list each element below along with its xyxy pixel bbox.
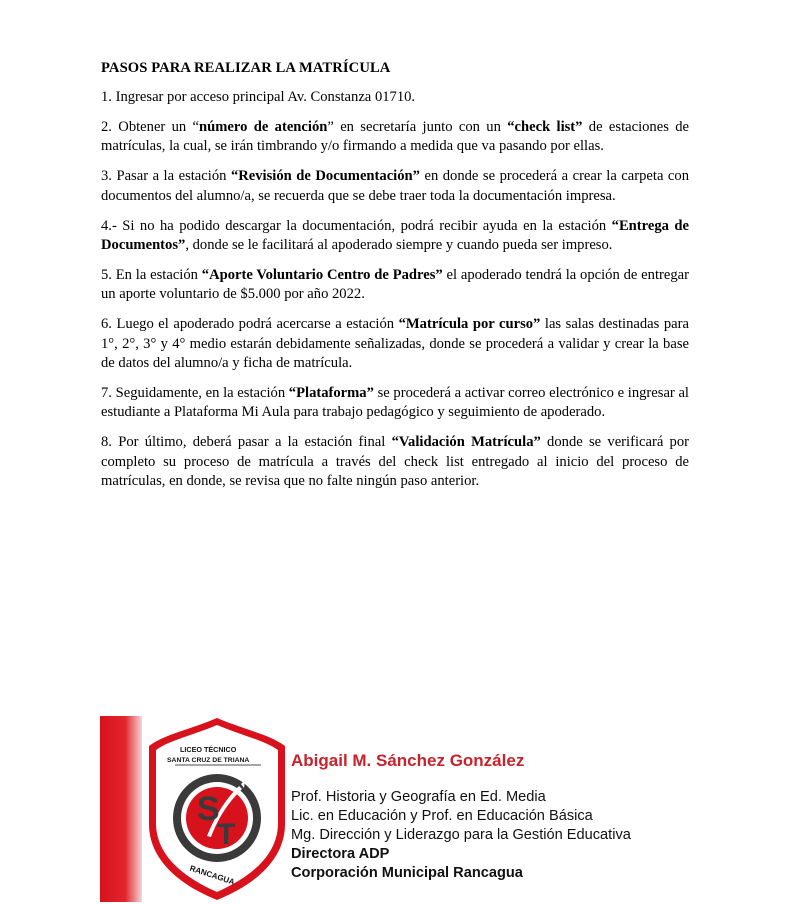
credential-line-3: Mg. Dirección y Liderazgo para la Gestión Educativa — [291, 827, 631, 843]
logo-monogram-t: T — [217, 818, 236, 851]
step-item: 2. Obtener un “número de atención” en secretaría junto con un “check list” de estaciones de matrículas, la cual, se irán timbrando y/o firmando a medida que va pasando por ellas. — [101, 118, 689, 155]
step-item: 3. Pasar a la estación “Revisión de Documentación” en donde se procederá a crear la carpeta con documentos del alumno/a, se recuerda que se debe traer toda la documentación impresa. — [101, 168, 690, 204]
step-item: 7. Seguidamente, en la estación “Plataforma” se procederá a activar correo electrónico e ingresar al estudiante a Plataforma Mi Aula para trabajo pedagógico y seguimiento de apoderado. — [101, 384, 689, 421]
step-item: 5. En la estación “Aporte Voluntario Centro de Padres” el apoderado tendrá la opción de entregar un aporte voluntario de $5.000 por año 2022. — [101, 266, 689, 303]
steps-list — [101, 88, 689, 491]
document-body — [101, 58, 689, 502]
school-logo-shield — [147, 716, 287, 902]
step-item: 6. Luego el apoderado podrá acercarse a estación “Matrícula por curso” las salas destinadas para 1°, 2°, 3° y 4° medio estarán debidamente señalizadas, donde se procederá a validar y crear la base de datos del alumno/a y ficha de matrícula. — [101, 316, 689, 371]
signature-text — [291, 750, 711, 883]
red-accent-bar — [100, 716, 142, 902]
signer-organization: Corporación Municipal Rancagua — [291, 865, 523, 881]
signer-name: Abigail M. Sánchez González — [291, 751, 525, 770]
document-title: PASOS PARA REALIZAR LA MATRÍCULA — [101, 60, 391, 76]
credential-line-2: Lic. en Educación y Prof. en Educación Básica — [291, 808, 593, 824]
step-item: 1. Ingresar por acceso principal Av. Constanza 01710. — [101, 89, 416, 105]
logo-monogram-s: S — [197, 790, 220, 828]
signature-block — [100, 716, 700, 902]
step-item: 4.- Si no ha podido descargar la documentación, podrá recibir ayuda en la estación “Entrega de Documentos”, donde se le facilitará al apoderado siempre y cuando pueda ser impreso. — [101, 217, 689, 253]
logo-bottom-text: RANCAGUA — [188, 863, 236, 887]
credential-line-1: Prof. Historia y Geografía en Ed. Media — [291, 789, 546, 805]
step-item: 8. Por último, deberá pasar a la estación final “Validación Matrícula” donde se verificará por completo su proceso de matrícula a través del check list entregado al inicio del proceso de matrículas, en donde, se revisa que no falte ningún paso anterior. — [101, 434, 690, 489]
signer-role: Directora ADP — [291, 846, 390, 862]
logo-top-text-2: SANTA CRUZ DE TRIANA — [167, 757, 250, 764]
logo-top-text-1: LICEO TÉCNICO — [180, 745, 237, 754]
